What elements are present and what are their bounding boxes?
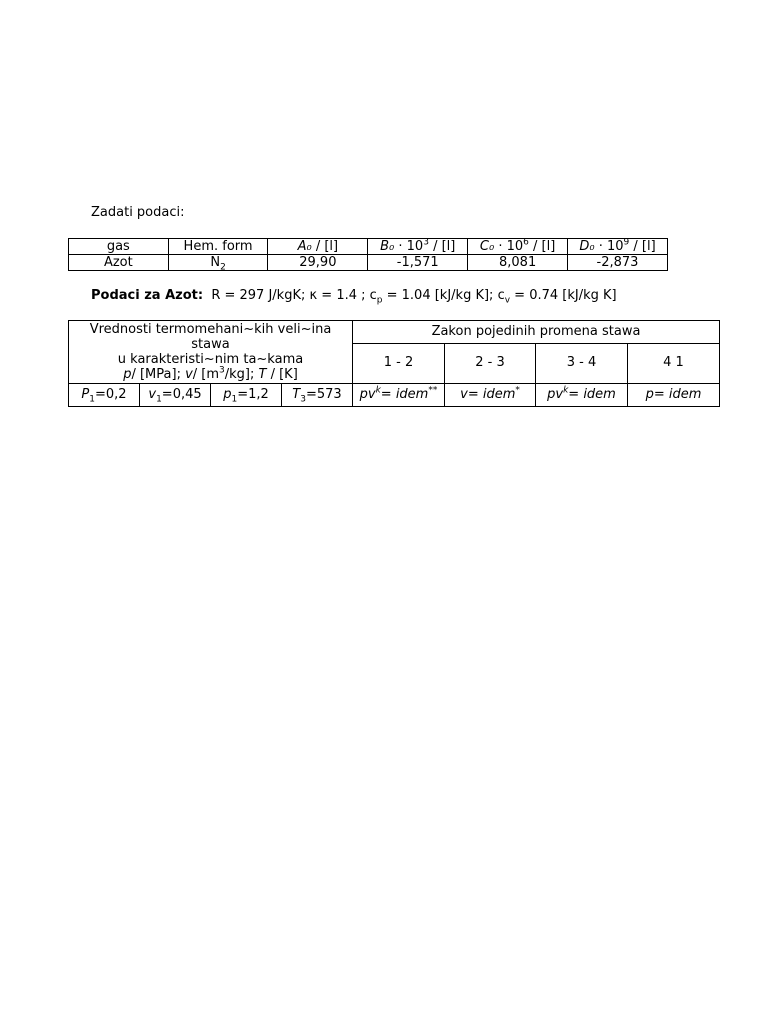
process-4-1: 4 1 (628, 343, 720, 383)
nitrogen-properties-line: Podaci za Azot: R = 297 J/kgK; κ = 1.4 ; $c_p = 1.04$ [kJ/kg K]; $c_v = 0.74$ [kJ/kg K] (91, 288, 617, 306)
table-row (69, 384, 720, 407)
header-a0: A₀ / [l] (268, 239, 368, 255)
gas-coefficients-table (68, 238, 668, 271)
process-laws-header: Zakon pojedinih promena stawa (353, 321, 720, 344)
header-b0: $B_0 \cdot 10^3 / [l]$ (368, 239, 468, 255)
process-2-3: 2 - 3 (445, 343, 536, 383)
cell-a0: 29,90 (268, 255, 368, 271)
cell-formula: $N_2$ (168, 255, 268, 271)
law-2-3: v= idem* (445, 384, 536, 407)
header-c0: $C_0 \cdot 10^6 / [l]$ (468, 239, 568, 255)
table-header-row (69, 321, 720, 344)
value-p1-second: $p_1=1,2$ (211, 384, 282, 407)
properties-label: Podaci za Azot: (91, 288, 204, 303)
process-3-4: 3 - 4 (536, 343, 628, 383)
value-p1: $P_1=0,2$ (69, 384, 140, 407)
cell-c0: 8,081 (468, 255, 568, 271)
table-row (69, 255, 668, 271)
header-d0: $D_0 \cdot 10^9 / [l]$ (568, 239, 668, 255)
law-3-4: $pv^k=$ idem (536, 384, 628, 407)
value-v1: $v_1=0,45$ (140, 384, 211, 407)
law-1-2: $pv^k=$ idem** (353, 384, 445, 407)
state-process-table (68, 320, 720, 407)
header-gas: gas (69, 239, 169, 255)
process-1-2: 1 - 2 (353, 343, 445, 383)
value-t3: $T_3=573$ (282, 384, 353, 407)
cell-gas: Azot (69, 255, 169, 271)
header-formula: Hem. form (168, 239, 268, 255)
given-data-heading: Zadati podaci: (91, 205, 185, 220)
cell-b0: -1,571 (368, 255, 468, 271)
law-4-1: p= idem (628, 384, 720, 407)
units-line: p/ [MPa]; v/ $[m^3/kg]$; T / [K] (123, 365, 298, 382)
cell-d0: -2,873 (568, 255, 668, 271)
state-values-header: Vrednosti termomehani~kih veli~ina stawa u karakteristi~nim ta~kama p/ [MPa]; v/ $[m^3/kg]$; T / [K] (69, 321, 353, 384)
table-header-row (69, 239, 668, 255)
